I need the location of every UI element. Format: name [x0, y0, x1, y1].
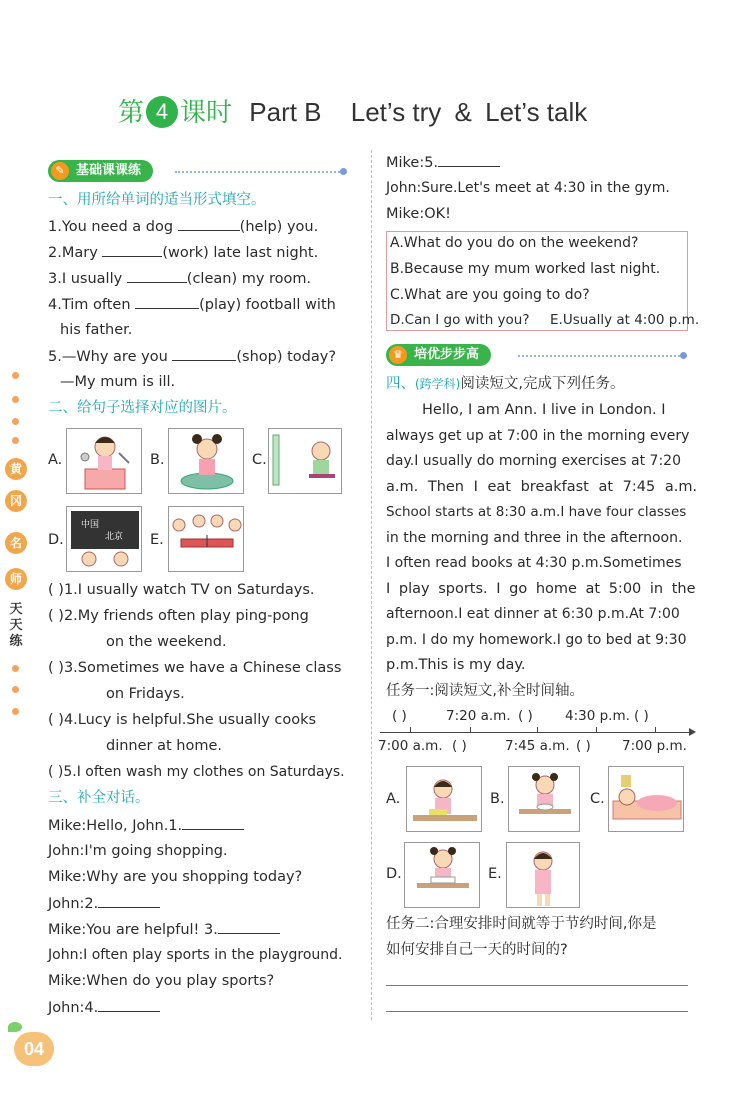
q2-sentence-cont: dinner at home.	[106, 738, 222, 754]
q2-sentence-cont: on Fridays.	[106, 686, 185, 702]
sidebar-circle: 冈	[5, 490, 27, 512]
answer-blank[interactable]	[135, 294, 199, 309]
picture-girl-cooking	[66, 428, 142, 494]
section-badge-advanced	[386, 344, 491, 366]
picture-boy-watching-tv	[268, 428, 342, 494]
title-lets-talk: Let’s talk	[485, 97, 588, 127]
q1-item-cont: —My mum is ill.	[60, 374, 176, 390]
q2-sentence: ( )4.Lucy is helpful.She usually cooks	[48, 712, 317, 728]
timeline-tick	[410, 727, 411, 733]
timeline-tick	[470, 727, 471, 733]
passage-line: a.m. Then I eat breakfast at 7:45 a.m.	[386, 479, 698, 495]
sidebar-dot	[12, 665, 19, 672]
trophy-icon: ♛	[389, 346, 407, 364]
q1-heading: 一、用所给单词的适当形式填空。	[48, 192, 266, 208]
timeline-label: 4:30 p.m.	[565, 708, 630, 724]
q2-sentence-cont: on the weekend.	[106, 634, 227, 650]
timeline-blank[interactable]: ( )	[576, 738, 591, 754]
sidebar-vertical-char: 天	[9, 618, 23, 633]
sidebar-circle: 师	[5, 568, 27, 590]
timeline-blank[interactable]: ( )	[518, 708, 533, 724]
leaf-icon	[8, 1022, 22, 1032]
lesson-number-badge: 4	[146, 96, 178, 128]
option-item: B.Because my mum worked last night.	[390, 261, 661, 277]
title-part: Part B	[249, 97, 322, 127]
pencil-icon: ✎	[51, 162, 69, 180]
dialog-line: Mike:When do you play sports?	[48, 973, 275, 989]
pic-label: E.	[150, 532, 164, 548]
answer-blank[interactable]	[178, 216, 240, 231]
dialog-line: John:I'm going shopping.	[48, 843, 228, 859]
dialog-line: Mike:5.	[386, 152, 500, 173]
passage-line: in the morning and three in the afternoon.	[386, 530, 683, 546]
pic-label: C.	[590, 791, 605, 807]
dotted-rule	[518, 355, 680, 357]
passage-line: I often read books at 4:30 p.m.Sometimes	[386, 555, 682, 571]
sidebar-dot	[12, 396, 19, 403]
pic-label: B.	[490, 791, 505, 807]
passage-line: day.I usually do morning exercises at 7:20	[386, 453, 681, 469]
writing-line[interactable]	[386, 1011, 688, 1012]
pic-label: B.	[150, 452, 165, 468]
dotted-rule	[175, 171, 340, 173]
title-amp: &	[454, 97, 472, 127]
q4-heading: 四、(跨学科)阅读短文,完成下列任务。	[386, 376, 625, 392]
timeline-blank[interactable]: ( )	[452, 738, 467, 754]
pic-label: E.	[488, 866, 502, 882]
picture-ping-pong	[168, 506, 244, 572]
dialog-line: Mike:Hello, John.1.	[48, 815, 244, 836]
option-item: E.Usually at 4:00 p.m.	[550, 312, 700, 328]
sidebar-vertical-char: 天	[9, 602, 23, 617]
title-lets-try: Let’s try	[350, 97, 442, 127]
dialog-line: John:2.	[48, 893, 160, 914]
timeline-axis	[380, 732, 692, 733]
blackboard-text: 中国	[81, 520, 100, 530]
picture-chinese-class	[66, 506, 142, 572]
timeline-tick	[537, 727, 538, 733]
answer-blank[interactable]	[218, 919, 280, 934]
sidebar-circle: 名	[5, 532, 27, 554]
page-title	[118, 92, 587, 129]
dialog-line: Mike:Why are you shopping today?	[48, 869, 303, 885]
timeline-tick	[596, 727, 597, 733]
sidebar-circle: 黄	[5, 458, 27, 480]
blackboard-text: 北京	[105, 532, 124, 542]
passage-line: p.m.This is my day.	[386, 657, 526, 673]
dialog-line: John:Sure.Let's meet at 4:30 in the gym.	[386, 180, 670, 196]
option-item: D.Can I go with you?	[390, 312, 530, 328]
page-number: 04	[14, 1032, 54, 1066]
timeline-label: 7:00 a.m.	[378, 738, 443, 754]
q1-item-cont: his father.	[60, 322, 133, 338]
task1-label: 任务一:阅读短文,补全时间轴。	[386, 683, 584, 699]
picture-girl-washing-clothes	[168, 428, 244, 494]
passage-line: afternoon.I eat dinner at 6:30 p.m.At 7:00	[386, 606, 680, 622]
dotted-rule-end	[680, 352, 687, 359]
q2-heading: 二、给句子选择对应的图片。	[48, 400, 237, 416]
sidebar-dot	[12, 686, 19, 693]
timeline-blank[interactable]: ( )	[392, 708, 407, 724]
timeline-arrow	[689, 728, 696, 736]
task2-label: 任务二:合理安排时间就等于节约时间,你是	[386, 916, 657, 932]
passage-line: School starts at 8:30 a.m.I have four classes	[386, 504, 687, 520]
q1-item: 1.You need a dog (help) you.	[48, 216, 318, 237]
answer-blank[interactable]	[102, 242, 162, 257]
q1-item: 5.—Why are you (shop) today?	[48, 346, 336, 367]
q2-sentence: ( )1.I usually watch TV on Saturdays.	[48, 582, 315, 598]
dialog-line: Mike:You are helpful! 3.	[48, 919, 280, 940]
answer-blank[interactable]	[127, 268, 187, 283]
picture-girl-eating	[508, 766, 580, 832]
passage-line: always get up at 7:00 in the morning every	[386, 428, 690, 444]
picture-girl-homework	[404, 842, 480, 908]
passage-line: Hello, I am Ann. I live in London. I	[422, 402, 666, 418]
pic-label: C.	[252, 452, 267, 468]
picture-girl-thinking	[506, 842, 580, 908]
timeline-label: 7:00 p.m.	[622, 738, 687, 754]
timeline-tick	[655, 727, 656, 733]
sidebar-vertical-char: 练	[9, 634, 23, 649]
pic-label: A.	[48, 452, 63, 468]
q2-sentence: ( )2.My friends often play ping-pong	[48, 608, 309, 624]
pic-label: D.	[386, 866, 402, 882]
q2-sentence: ( )3.Sometimes we have a Chinese class	[48, 660, 342, 676]
sidebar-dot	[12, 437, 19, 444]
section-badge-basic	[48, 160, 153, 182]
pic-label: D.	[48, 532, 64, 548]
pic-label: A.	[386, 791, 401, 807]
task2-label: 如何安排自己一天的时间的?	[386, 942, 568, 958]
column-divider	[371, 150, 372, 1020]
q1-item: 2.Mary (work) late last night.	[48, 242, 318, 263]
dialog-line: John:I often play sports in the playground.	[48, 947, 343, 963]
option-item: A.What do you do on the weekend?	[390, 235, 639, 251]
q2-sentence: ( )5.I often wash my clothes on Saturdays.	[48, 764, 345, 780]
title-suffix: 课时	[180, 98, 233, 128]
q3-heading: 三、补全对话。	[48, 790, 150, 806]
dialog-line: John:4.	[48, 997, 160, 1018]
passage-line: I play sports. I go home at 5:00 in the	[386, 581, 696, 597]
answer-blank[interactable]	[98, 997, 160, 1012]
timeline-label: 7:45 a.m.	[505, 738, 570, 754]
sidebar-dot	[12, 418, 19, 425]
timeline-blank[interactable]: ( )	[634, 708, 649, 724]
section-badge-label: 基础课课练	[76, 163, 142, 178]
option-item: C.What are you going to do?	[390, 287, 590, 303]
section-badge-label: 培优步步高	[414, 347, 480, 362]
sidebar-dot	[12, 708, 19, 715]
title-prefix: 第	[118, 98, 145, 128]
timeline-label: 7:20 a.m.	[446, 708, 511, 724]
picture-girl-sleeping	[608, 766, 684, 832]
answer-blank[interactable]	[172, 346, 236, 361]
passage-line: p.m. I do my homework.I go to bed at 9:30	[386, 632, 687, 648]
answer-blank[interactable]	[98, 893, 160, 908]
dotted-rule-end	[340, 168, 347, 175]
picture-girl-reading	[406, 766, 482, 832]
answer-blank[interactable]	[182, 815, 244, 830]
q1-item: 3.I usually (clean) my room.	[48, 268, 311, 289]
dialog-line: Mike:OK!	[386, 206, 451, 222]
answer-blank[interactable]	[438, 152, 500, 167]
writing-line[interactable]	[386, 985, 688, 986]
sidebar-dot	[12, 372, 19, 379]
q1-item: 4.Tim often (play) football with	[48, 294, 336, 315]
